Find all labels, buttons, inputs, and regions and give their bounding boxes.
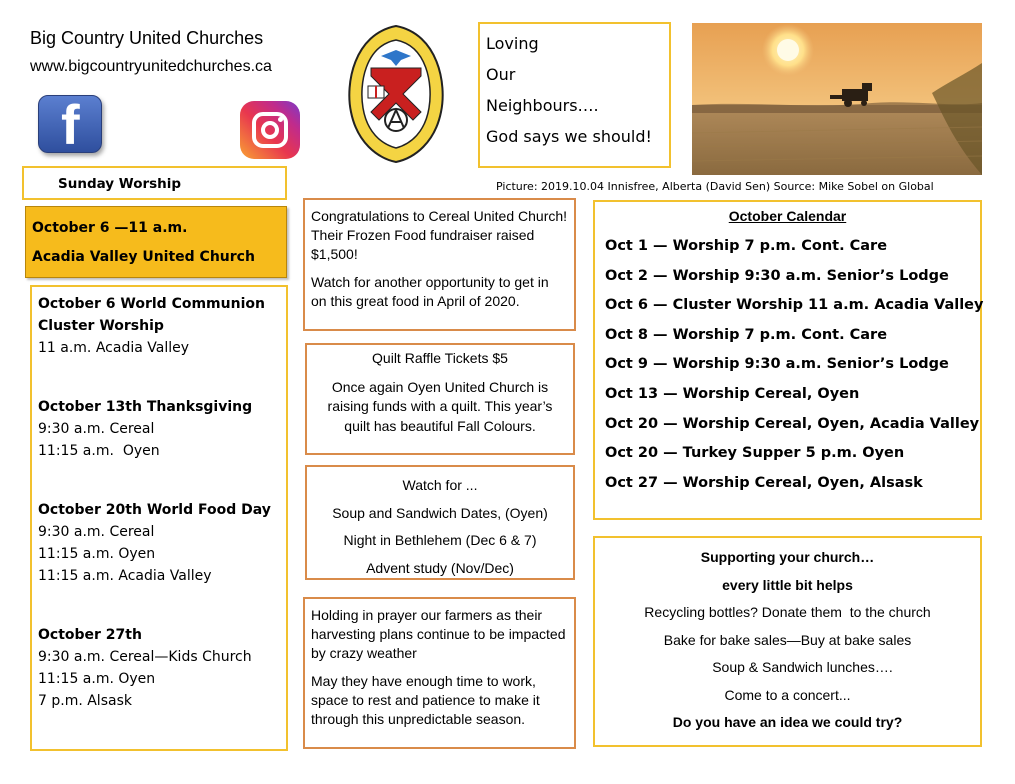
quilt-body: Once again Oyen United Church is raising funds with a quilt. This year’s quilt has beautiful Fall Colours. (327, 378, 553, 434)
watch-line: Night in Bethlehem (Dec 6 & 7) (343, 532, 537, 548)
sunday-worship-header: Sunday Worship (22, 166, 287, 200)
united-church-crest-icon (343, 24, 449, 164)
calendar-item: Oct 20 — Turkey Supper 5 p.m. Oyen (605, 445, 905, 462)
highlight-location: Acadia Valley United Church (32, 249, 255, 265)
schedule-title: October 20th World Food Day (38, 502, 271, 518)
prayer-paragraph: May they have enough time to work, space to rest and patience to make it through this unpredictable season. (311, 673, 540, 727)
facebook-glyph: f (61, 93, 80, 156)
support-subheading: every little bit helps (722, 576, 853, 593)
loving-line: Neighbours…. (486, 96, 599, 115)
calendar-title: October Calendar (728, 208, 847, 224)
support-line: Recycling bottles? Donate them to the church (644, 604, 931, 620)
schedule-group (38, 293, 280, 359)
schedule-line: 11:15 a.m. Oyen (38, 546, 156, 562)
schedule-line: 11 a.m. Acadia Valley (38, 340, 189, 356)
loving-line: God says we should! (486, 127, 652, 146)
watch-line: Watch for ... (402, 477, 478, 493)
october-6-highlight (25, 206, 287, 278)
schedule-title: Cluster Worship (38, 318, 164, 334)
schedule-line: 11:15 a.m. Oyen (38, 443, 160, 459)
schedule-line: 9:30 a.m. Cereal—Kids Church (38, 649, 252, 665)
highlight-date: October 6 —11 a.m. (32, 220, 188, 236)
prayer-notice (303, 597, 576, 749)
schedule-group (38, 499, 280, 587)
schedule-line: 11:15 a.m. Oyen (38, 671, 156, 687)
calendar-item: Oct 2 — Worship 9:30 a.m. Senior’s Lodge (605, 267, 949, 284)
calendar-item: Oct 6 — Cluster Worship 11 a.m. Acadia Valley (605, 297, 984, 314)
org-name: Big Country United Churches (30, 28, 264, 48)
calendar-item: Oct 27 — Worship Cereal, Oyen, Alsask (605, 474, 923, 491)
loving-neighbours-box (478, 22, 671, 168)
watch-for-notice (305, 465, 575, 580)
schedule-group (38, 624, 280, 712)
quilt-raffle-notice (305, 343, 575, 455)
notice-paragraph: Watch for another opportunity to get in on this great food in April of 2020. (311, 274, 549, 309)
watch-line: Advent study (Nov/Dec) (366, 559, 514, 576)
schedule-group (38, 396, 280, 462)
watch-line: Soup and Sandwich Dates, (Oyen) (332, 504, 548, 521)
calendar-item: Oct 20 — Worship Cereal, Oyen, Acadia Valley (605, 415, 980, 432)
instagram-icon[interactable] (240, 101, 300, 159)
calendar-item: Oct 1 — Worship 7 p.m. Cont. Care (605, 238, 888, 254)
schedule-line: 9:30 a.m. Cereal (38, 421, 155, 437)
loving-line: Our (486, 65, 516, 84)
schedule-line: 11:15 a.m. Acadia Valley (38, 568, 212, 584)
support-line: Soup & Sandwich lunches…. (712, 659, 893, 675)
support-question: Do you have an idea we could try? (672, 714, 903, 730)
support-heading: Supporting your church… (700, 549, 875, 565)
october-calendar (593, 200, 982, 520)
schedule-line: 7 p.m. Alsask (38, 693, 132, 709)
website-link[interactable]: www.bigcountryunitedchurches.ca (30, 58, 272, 75)
notice-paragraph: Congratulations to Cereal United Church! Their Frozen Food fundraiser raised $1,500! (311, 208, 568, 262)
schedule-line: 9:30 a.m. Cereal (38, 524, 155, 540)
worship-schedule (30, 285, 288, 751)
prayer-paragraph: Holding in prayer our farmers as their harvesting plans continue to be impacted by crazy weather (311, 607, 566, 661)
photo-caption: Picture: 2019.10.04 Innisfree, Alberta (David Sen) Source: Mike Sobel on Global (496, 180, 934, 193)
schedule-title: October 27th (38, 627, 142, 643)
support-line: Come to a concert... (724, 686, 851, 703)
support-line: Bake for bake sales—Buy at bake sales (663, 631, 912, 648)
quilt-title: Quilt Raffle Tickets $5 (372, 350, 508, 366)
facebook-icon[interactable] (38, 93, 102, 156)
calendar-item: Oct 13 — Worship Cereal, Oyen (605, 385, 860, 402)
schedule-title: October 6 World Communion (38, 296, 265, 312)
cereal-fundraiser-notice (303, 198, 576, 331)
harvest-sunset-photo (692, 23, 982, 175)
supporting-church-box (593, 536, 982, 747)
schedule-title: October 13th Thanksgiving (38, 399, 253, 415)
calendar-item: Oct 9 — Worship 9:30 a.m. Senior’s Lodge (605, 356, 949, 373)
loving-line: Loving (486, 34, 539, 53)
calendar-item: Oct 8 — Worship 7 p.m. Cont. Care (605, 326, 888, 343)
